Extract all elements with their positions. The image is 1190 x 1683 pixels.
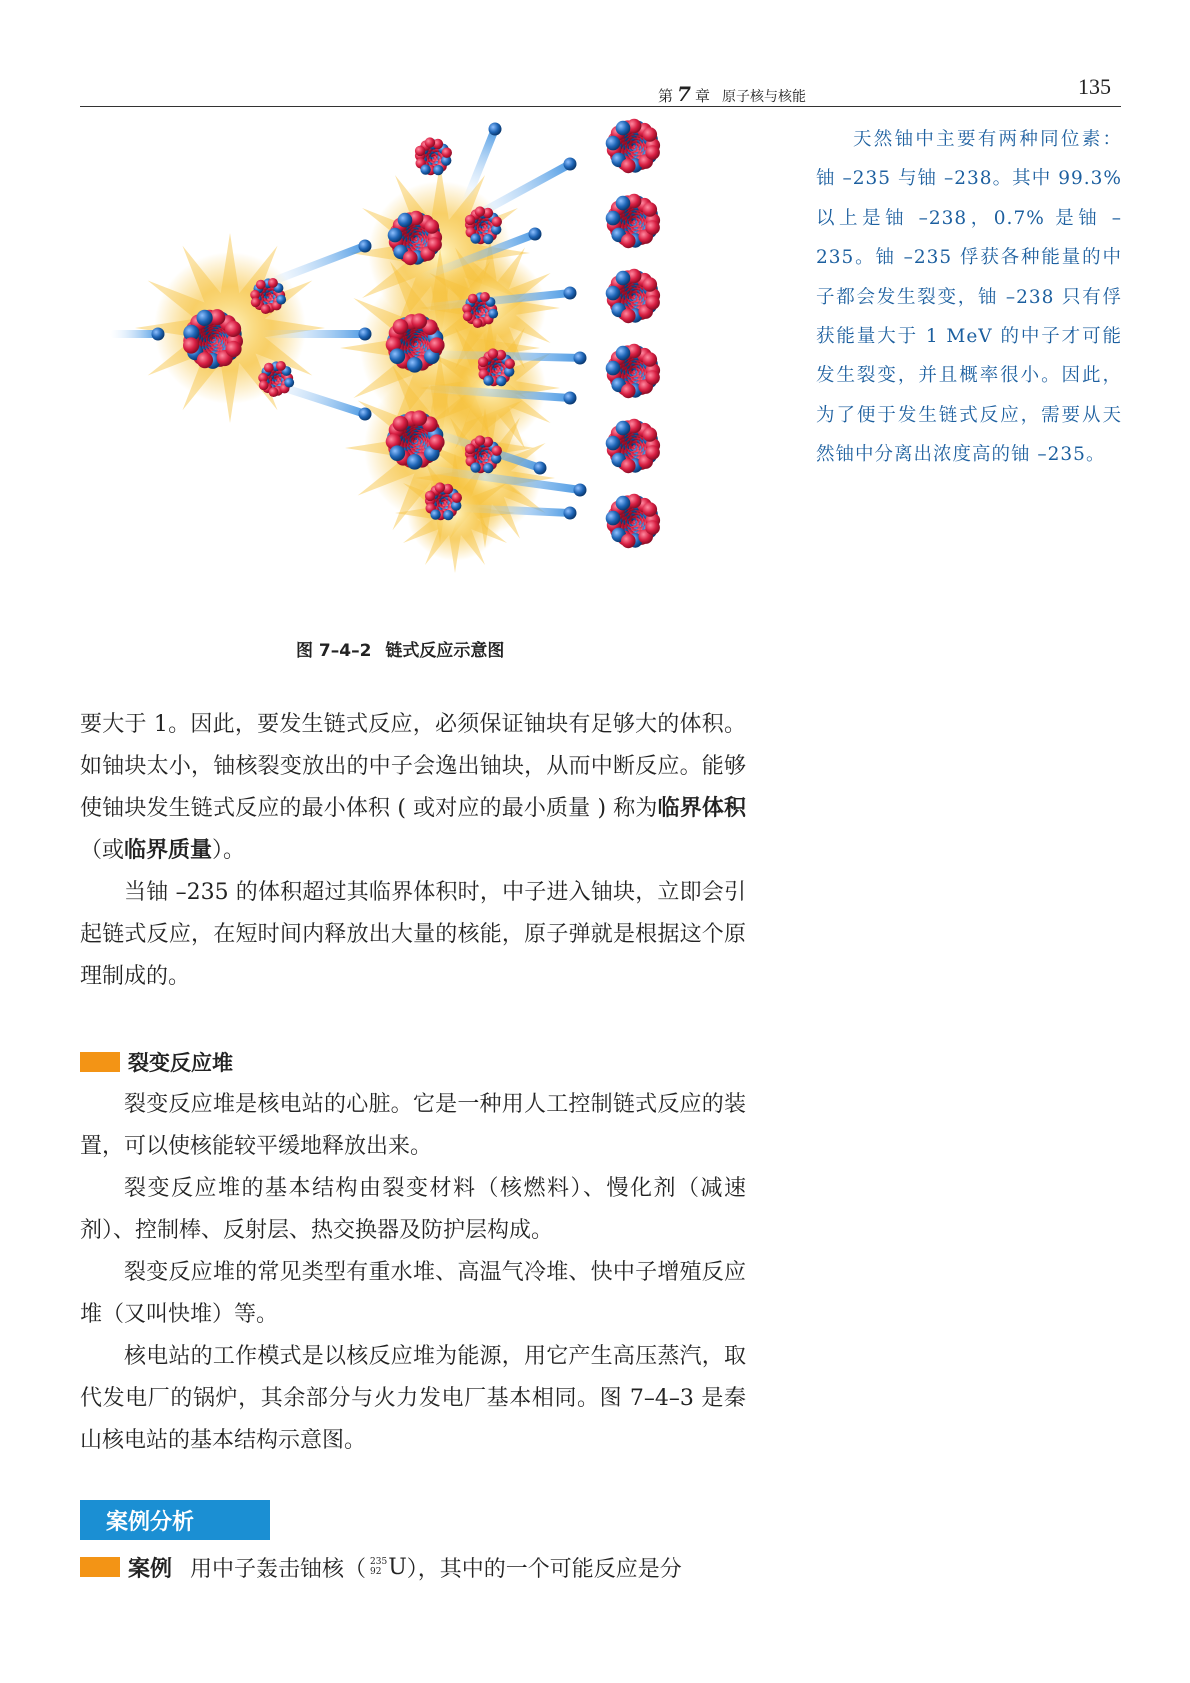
nucleon [645, 445, 660, 460]
nucleon [645, 370, 660, 385]
nucleon [425, 219, 440, 234]
nucleon [443, 510, 453, 520]
trail-bar [260, 330, 365, 338]
paragraph-critical-volume [80, 704, 746, 872]
nucleon [621, 534, 636, 549]
nucleon [470, 233, 480, 243]
nucleon [276, 361, 286, 371]
section-heading [80, 1048, 233, 1076]
nucleon [468, 294, 478, 304]
nucleon [621, 459, 636, 474]
section-marker [80, 1052, 120, 1072]
nucleon [621, 384, 636, 399]
element-symbol: U [388, 1554, 407, 1580]
nucleon [645, 220, 660, 235]
paragraph-atomic-bomb: 当铀 –235 的体积超过其临界体积时，中子进入铀块，立即会引起链式反应，在短时间内释放出大量的核能，原子弹就是根据这个原理制成的。 [80, 880, 746, 989]
nucleus [606, 269, 660, 324]
nucleon [643, 502, 658, 517]
nucleon [483, 463, 493, 473]
chapter-prefix: 第 [658, 87, 674, 105]
nucleon [475, 435, 485, 445]
paragraph-reactor-types: 裂变反应堆的常见类型有重水堆、高温气冷堆、快中子增殖反应堆（又叫快堆）等。 [80, 1260, 746, 1327]
nucleon [621, 159, 636, 174]
nucleon [398, 213, 413, 228]
nucleon [268, 278, 278, 288]
nucleus [606, 194, 660, 249]
nucleon [256, 280, 266, 290]
nucleon [435, 482, 445, 492]
trail-bar [110, 330, 158, 338]
nucleon [393, 319, 409, 335]
neutron-ball [489, 123, 502, 136]
neutron-ball [359, 240, 372, 253]
nucleon [643, 127, 658, 142]
neutron-ball [564, 158, 577, 171]
nucleon [616, 346, 631, 361]
figure-number: 图 7–4–2 [296, 641, 372, 661]
nucleon [465, 215, 475, 225]
nucleon [425, 491, 435, 501]
neutron-ball [359, 328, 372, 341]
case-example [80, 1546, 760, 1588]
case-analysis-box: 案例分析 [80, 1500, 270, 1540]
neutron-trail [110, 330, 158, 338]
nucleon [390, 445, 406, 461]
nucleon [606, 436, 621, 451]
nucleon [261, 304, 271, 314]
nucleon [473, 318, 483, 328]
nucleus [606, 344, 660, 399]
nucleon [643, 427, 658, 442]
neutron [461, 123, 501, 206]
page-header [80, 72, 1121, 107]
term-critical-volume: 临界体积 [657, 796, 746, 821]
paragraph-reactor-structure: 裂变反应堆的基本结构由裂变材料（核燃料）、慢化剂（减速剂）、控制棒、反射层、热交换器及防护层构成。 [80, 1176, 746, 1243]
nucleon [478, 357, 488, 367]
nucleon [606, 361, 621, 376]
nucleon [442, 148, 452, 158]
p1-text-c: ）。 [212, 838, 246, 863]
neutron-trail [260, 330, 365, 338]
nucleon [606, 136, 621, 151]
nucleon [463, 311, 473, 321]
p1-text-a: 要大于 1。因此，要发生链式反应，必须保证铀块有足够大的体积。如铀块太小，铀核裂变放出的中子会逸出铀块，从而中断反应。能够使铀块发生链式反应的最小体积 ( 或对应的最小质量 ) 称为 [80, 712, 746, 821]
case-text-a: 用中子轰击铀核（ [190, 1556, 367, 1582]
nucleon [411, 313, 427, 329]
neutron-ball [564, 392, 577, 405]
nucleon [505, 359, 515, 369]
nucleon [470, 462, 480, 472]
nucleon [645, 145, 660, 160]
isotope-notation [370, 1557, 387, 1577]
atomic-number: 92 [370, 1567, 382, 1577]
case-label: 案例 [128, 1556, 173, 1582]
chapter-title: 原子核与核能 [721, 89, 806, 105]
nucleon [483, 375, 493, 385]
nucleon [427, 237, 442, 252]
chapter-number: 7 [677, 82, 691, 106]
nucleon [197, 310, 213, 326]
nucleon [430, 509, 440, 519]
mass-number: 235 [370, 1557, 388, 1567]
nucleon [420, 164, 430, 174]
nucleon [488, 348, 498, 358]
neutron [110, 328, 165, 341]
nucleon [492, 217, 502, 227]
chain-reaction-figure [110, 118, 740, 598]
nucleon [251, 297, 261, 307]
nucleon [616, 196, 631, 211]
nucleon [645, 520, 660, 535]
nucleon [645, 295, 660, 310]
nucleon [621, 309, 636, 324]
paragraph-reactor-heart: 裂变反应堆是核电站的心脏。它是一种用人工控制链式反应的装置，可以使核能较平缓地释放出来。 [80, 1092, 746, 1159]
nucleon [264, 363, 274, 373]
neutron-ball [359, 408, 372, 421]
nucleon [475, 206, 485, 216]
chapter-heading [658, 82, 806, 106]
term-critical-mass: 临界质量 [124, 838, 213, 863]
neutron-ball [574, 484, 587, 497]
neutron-ball [564, 287, 577, 300]
nucleon [643, 352, 658, 367]
nucleon [492, 446, 502, 456]
nucleon [411, 410, 427, 426]
nucleon [259, 380, 269, 390]
nucleon [403, 251, 418, 266]
nucleus [606, 419, 660, 474]
nucleon [393, 416, 409, 432]
nucleon [643, 277, 658, 292]
section-title: 裂变反应堆 [128, 1051, 233, 1075]
neutron-ball [564, 507, 577, 520]
body-block-2 [80, 1084, 746, 1462]
nucleon [388, 228, 403, 243]
neutron-ball [534, 462, 547, 475]
figure-caption [296, 636, 504, 661]
nucleon [480, 292, 490, 302]
nucleon [616, 496, 631, 511]
nucleon [276, 295, 286, 305]
nucleus [415, 137, 452, 175]
neutron-ball [574, 352, 587, 365]
page-number: 135 [1078, 74, 1111, 99]
nucleon [407, 357, 423, 373]
nucleus [606, 494, 660, 549]
nucleon [390, 348, 406, 364]
nucleon [616, 271, 631, 286]
nucleon [433, 165, 443, 175]
nucleon [197, 352, 213, 368]
case-text-b: ），其中的一个可能反应是分 [406, 1556, 682, 1582]
nucleon [429, 337, 445, 353]
nucleon [452, 493, 462, 503]
nucleon [269, 387, 279, 397]
p1-text-b: （或 [80, 838, 125, 863]
nucleon [488, 309, 498, 319]
nucleus [606, 119, 660, 174]
nucleon [225, 341, 241, 357]
nucleon [429, 434, 445, 450]
side-note-text: 天然铀中主要有两种同位素：铀 –235 与铀 –238。其中 99.3% 以上是铀 –238，0.7% 是铀 –235。铀 –235 俘获各种能量的中子都会发生裂变，铀 –238 只有俘获能量大于 1 MeV 的中子才可能发生裂变，并且概率很小。因此，为了便于发生链式反应，需要从天然铀中分离出浓度高的铀 –235。 [816, 129, 1122, 466]
case-marker [80, 1557, 120, 1577]
nucleon [225, 321, 241, 337]
nucleon [407, 454, 423, 470]
body-block-1 [80, 704, 746, 998]
neutron-ball [529, 228, 542, 241]
nucleon [284, 378, 294, 388]
chapter-suffix: 章 [694, 87, 710, 105]
side-note [816, 120, 1122, 475]
paragraph-power-station: 核电站的工作模式是以核反应堆为能源，用它产生高压蒸汽，取代发电厂的锅炉，其余部分与火力发电厂基本相同。图 7–4–3 是秦山核电站的基本结构示意图。 [80, 1344, 746, 1453]
nucleon [425, 137, 435, 147]
nucleon [606, 211, 621, 226]
nucleon [606, 511, 621, 526]
nucleon [606, 286, 621, 301]
nucleon [415, 146, 425, 156]
nucleon [643, 202, 658, 217]
nucleon [621, 234, 636, 249]
nucleon [183, 337, 199, 353]
neutron-ball [152, 328, 165, 341]
nucleon [496, 376, 506, 386]
nucleon [483, 234, 493, 244]
nucleon [616, 421, 631, 436]
figure-title: 链式反应示意图 [385, 641, 505, 661]
nucleon [616, 121, 631, 136]
nucleon [465, 444, 475, 454]
